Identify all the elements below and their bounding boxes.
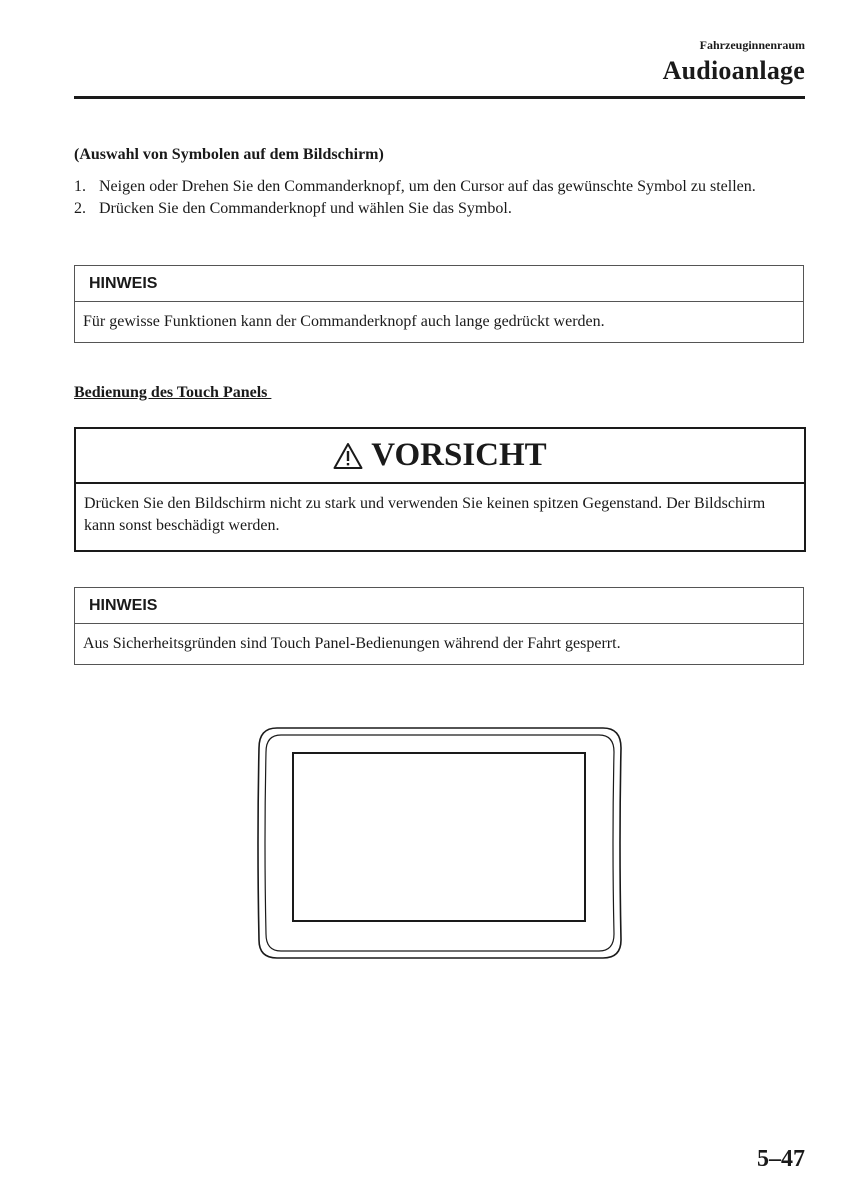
- warning-triangle-icon: [333, 442, 363, 470]
- header-section-label: Fahrzeuginnenraum: [699, 38, 805, 52]
- caution-text: Drücken Sie den Bildschirm nicht zu stark und verwenden Sie keinen spitzen Gegenstand. Der Bildschirm kann sonst beschädigt werden.: [84, 495, 766, 534]
- touch-screen-display-icon: [255, 726, 625, 960]
- notice-text: Aus Sicherheitsgründen sind Touch Panel-Bedienungen während der Fahrt gesperrt.: [83, 635, 621, 652]
- step-text: Neigen oder Drehen Sie den Commanderknopf, um den Cursor auf das gewünschte Symbol zu stellen.: [99, 178, 756, 195]
- notice-text: Für gewisse Funktionen kann der Commanderknopf auch lange gedrückt werden.: [83, 313, 605, 330]
- selection-heading: (Auswahl von Symbolen auf dem Bildschirm): [74, 146, 384, 163]
- list-item: [74, 176, 794, 198]
- page-number: 5–47: [757, 1146, 805, 1172]
- notice-box-commander: [74, 265, 804, 343]
- header-divider: [74, 96, 805, 99]
- selection-steps: [74, 176, 794, 220]
- notice-label: HINWEIS: [75, 588, 803, 624]
- step-text: Drücken Sie den Commanderknopf und wählen Sie das Symbol.: [99, 200, 512, 217]
- touch-panel-heading: Bedienung des Touch Panels: [74, 384, 272, 401]
- caution-header: [76, 429, 804, 484]
- touch-screen-illustration: [255, 726, 625, 960]
- step-number: 1.: [74, 178, 86, 195]
- notice-label: HINWEIS: [75, 266, 803, 302]
- page-title: Audioanlage: [662, 56, 805, 85]
- step-number: 2.: [74, 200, 86, 217]
- notice-box-safety: [74, 587, 804, 665]
- caution-label: VORSICHT: [371, 437, 547, 473]
- caution-box: [74, 427, 806, 552]
- list-item: [74, 198, 794, 220]
